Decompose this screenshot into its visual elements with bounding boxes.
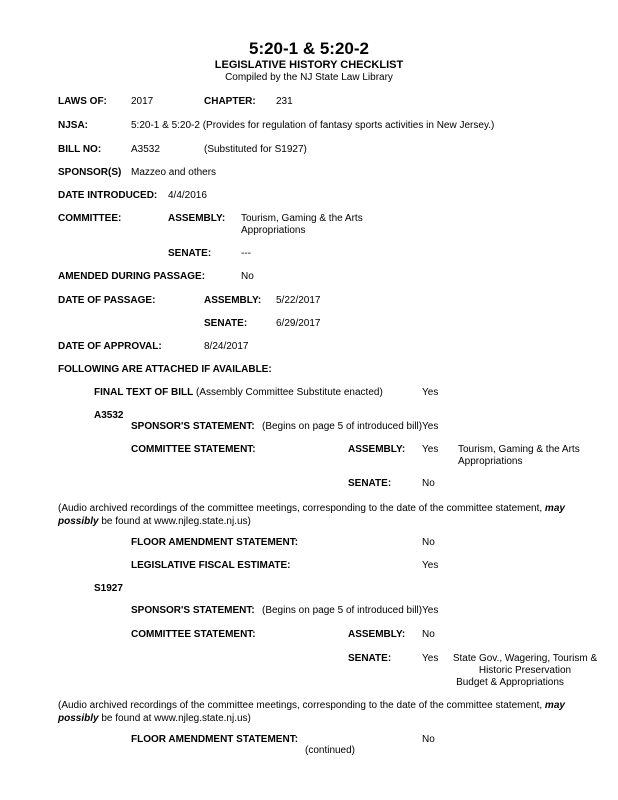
page-subtitle: LEGISLATIVE HISTORY CHECKLIST xyxy=(214,59,404,71)
page-title: 5:20-1 & 5:20-2 xyxy=(248,39,369,58)
committee-assembly-line1: Tourism, Gaming & the Arts xyxy=(241,213,363,224)
s1927-assembly-label: ASSEMBLY: xyxy=(348,629,406,640)
laws-of-label: LAWS OF: xyxy=(58,96,107,107)
attached-heading: FOLLOWING ARE ATTACHED IF AVAILABLE: xyxy=(58,364,272,375)
s1927-sponsor-note: (Begins on page 5 of introduced bill) xyxy=(262,605,423,616)
a3532-sponsor-value: Yes xyxy=(422,421,439,432)
a3532-committee-label: COMMITTEE STATEMENT: xyxy=(131,444,256,455)
audio-note-after: be found at www.njleg.state.nj.us) xyxy=(98,713,251,724)
chapter-label: CHAPTER: xyxy=(204,96,256,107)
sponsors-value: Mazzeo and others xyxy=(131,167,217,178)
a3532-senate-label: SENATE: xyxy=(348,478,392,489)
bill-no-value: A3532 xyxy=(131,144,160,155)
passage-assembly-value: 5/22/2017 xyxy=(276,295,321,306)
continued-note: (continued) xyxy=(304,745,356,756)
amended-value: No xyxy=(241,271,254,282)
s1927-senate-committee-line1: State Gov., Wagering, Tourism & xyxy=(452,653,598,664)
s1927-heading: S1927 xyxy=(94,583,123,594)
approval-label: DATE OF APPROVAL: xyxy=(58,341,162,352)
passage-assembly-label: ASSEMBLY: xyxy=(204,295,262,306)
a3532-floor-value: No xyxy=(422,537,435,548)
final-text-label: FINAL TEXT OF BILL xyxy=(94,387,194,398)
laws-of-value: 2017 xyxy=(131,96,154,107)
audio-note-1 xyxy=(58,502,604,528)
a3532-senate-value: No xyxy=(422,478,435,489)
bill-no-note: (Substituted for S1927) xyxy=(204,144,307,155)
a3532-sponsor-note: (Begins on page 5 of introduced bill) xyxy=(262,421,423,432)
passage-senate-value: 6/29/2017 xyxy=(276,318,321,329)
audio-note-2 xyxy=(58,699,604,725)
njsa-label: NJSA: xyxy=(58,120,89,131)
sponsors-label: SPONSOR(S) xyxy=(58,167,122,178)
final-text-note: (Assembly Committee Substitute enacted) xyxy=(193,387,383,398)
passage-label: DATE OF PASSAGE: xyxy=(58,295,156,306)
audio-note-emph: may possibly xyxy=(58,503,565,527)
bill-no-label: BILL NO: xyxy=(58,144,102,155)
committee-label: COMMITTEE: xyxy=(58,213,122,224)
a3532-assembly-label: ASSEMBLY: xyxy=(348,444,406,455)
final-text-value: Yes xyxy=(422,387,439,398)
a3532-assembly-value: Yes xyxy=(422,444,439,455)
s1927-senate-committee-line3: Budget & Appropriations xyxy=(456,677,564,688)
audio-note-after: be found at www.njleg.state.nj.us) xyxy=(98,516,251,527)
s1927-sponsor-value: Yes xyxy=(422,605,439,616)
committee-assembly-label: ASSEMBLY: xyxy=(168,213,226,224)
compiled-by: Compiled by the NJ State Law Library xyxy=(225,72,393,83)
approval-value: 8/24/2017 xyxy=(204,341,249,352)
s1927-senate-value: Yes xyxy=(422,653,439,664)
s1927-sponsor-label: SPONSOR'S STATEMENT: xyxy=(131,605,255,616)
s1927-assembly-value: No xyxy=(422,629,435,640)
a3532-fiscal-label: LEGISLATIVE FISCAL ESTIMATE: xyxy=(131,560,291,571)
a3532-assembly-committee-line2: Appropriations xyxy=(458,456,523,467)
audio-note-emph: may possibly xyxy=(58,700,565,724)
s1927-senate-committee-line2: Historic Preservation xyxy=(478,665,572,676)
final-text-line xyxy=(94,387,383,399)
passage-senate-label: SENATE: xyxy=(204,318,248,329)
audio-note-before: (Audio archived recordings of the committee meetings, corresponding to the date of the committee statement, xyxy=(58,700,545,711)
committee-senate-value: --- xyxy=(241,248,251,259)
committee-senate-label: SENATE: xyxy=(168,248,212,259)
committee-assembly-line2: Appropriations xyxy=(241,225,306,236)
s1927-floor-label: FLOOR AMENDMENT STATEMENT: xyxy=(131,734,299,745)
a3532-heading: A3532 xyxy=(94,410,124,421)
date-introduced-value: 4/4/2016 xyxy=(168,190,207,201)
a3532-fiscal-value: Yes xyxy=(422,560,439,571)
a3532-sponsor-label: SPONSOR'S STATEMENT: xyxy=(131,421,255,432)
amended-label: AMENDED DURING PASSAGE: xyxy=(58,271,206,282)
s1927-senate-label: SENATE: xyxy=(348,653,392,664)
chapter-value: 231 xyxy=(276,96,293,107)
date-introduced-label: DATE INTRODUCED: xyxy=(58,190,158,201)
audio-note-before: (Audio archived recordings of the committee meetings, corresponding to the date of the committee statement, xyxy=(58,503,545,514)
a3532-floor-label: FLOOR AMENDMENT STATEMENT: xyxy=(131,537,299,548)
s1927-committee-label: COMMITTEE STATEMENT: xyxy=(131,629,256,640)
s1927-floor-value: No xyxy=(422,734,435,745)
njsa-value: 5:20-1 & 5:20-2 (Provides for regulation of fantasy sports activities in New Jersey.) xyxy=(131,120,495,131)
a3532-assembly-committee-line1: Tourism, Gaming & the Arts xyxy=(458,444,580,455)
